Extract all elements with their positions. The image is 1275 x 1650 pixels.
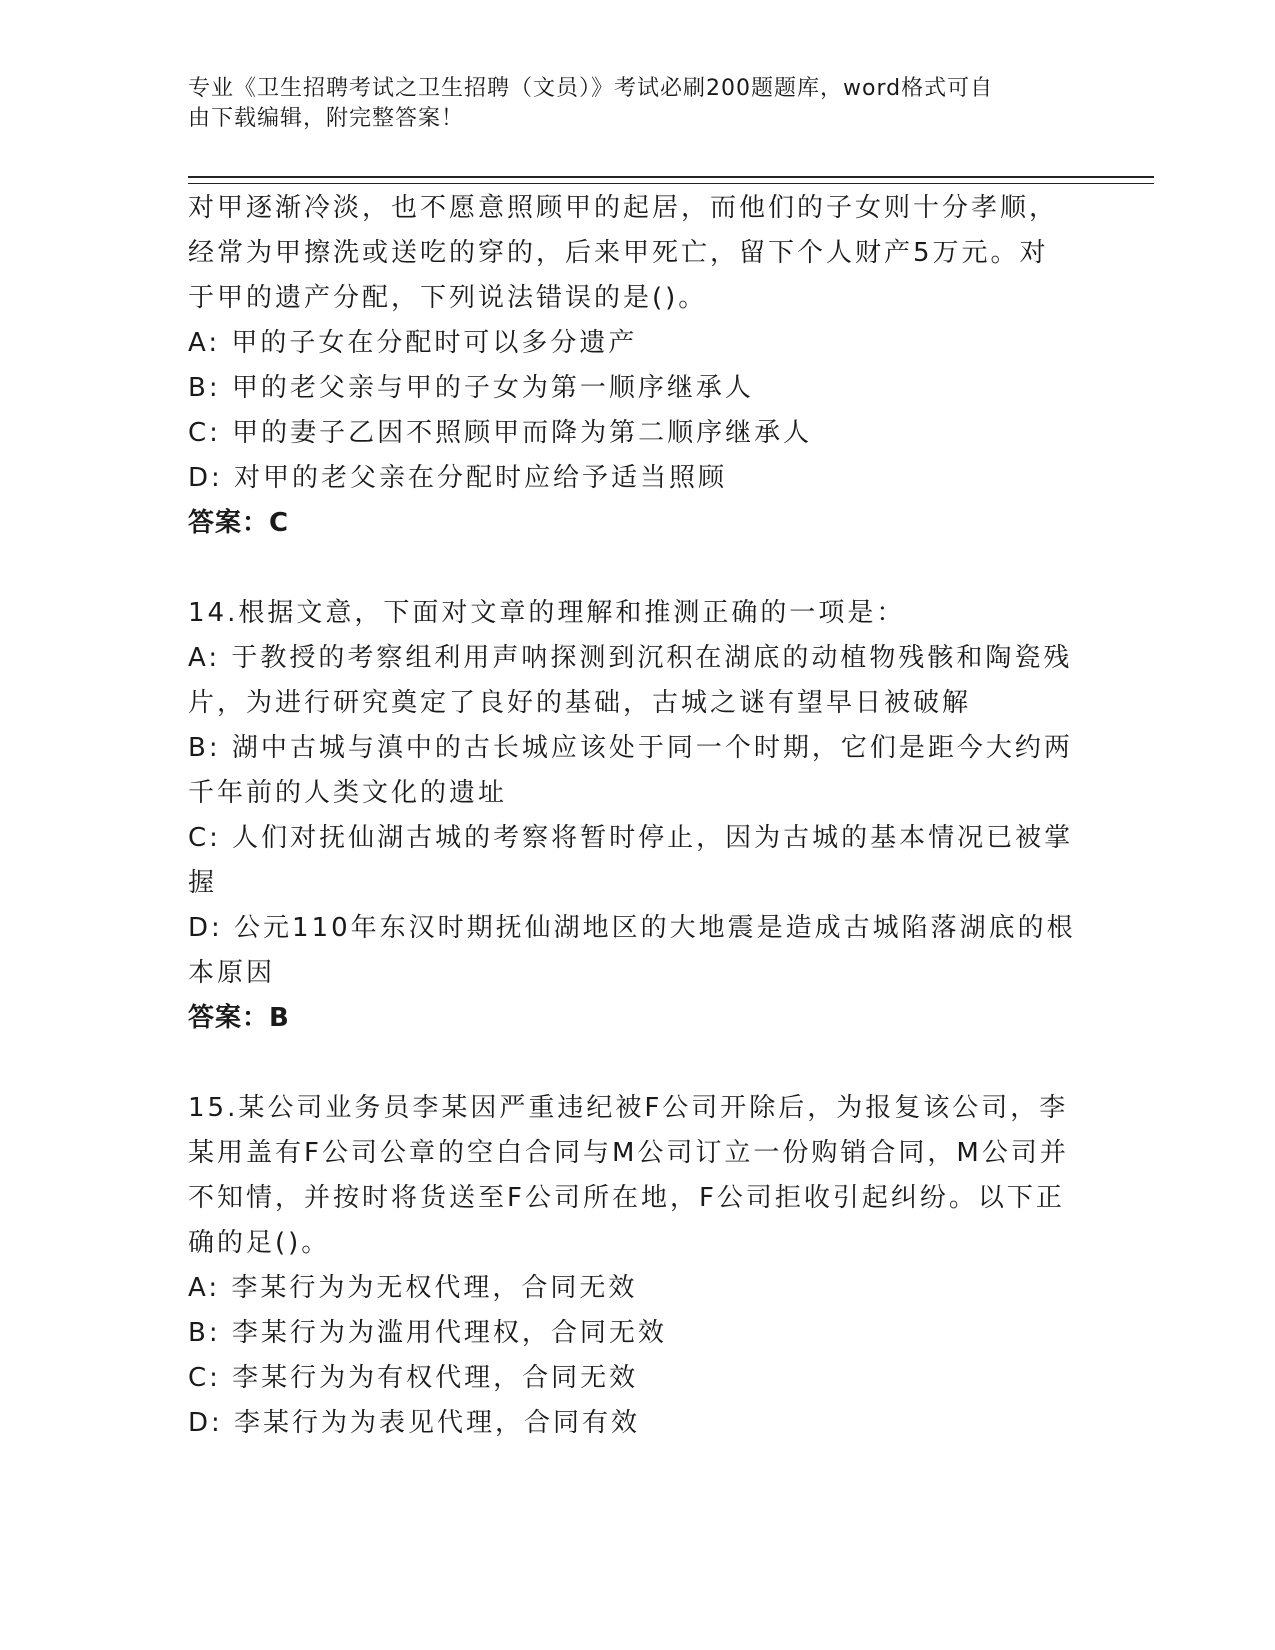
question-stem-line: 14.根据文意，下面对文章的理解和推测正确的一项是： (188, 598, 906, 628)
option-d-line-1: D: 公元110年东汉时期抚仙湖地区的大地震是造成古城陷落湖底的根 (188, 913, 1076, 943)
option-a: A: 甲的子女在分配时可以多分遗产 (188, 328, 638, 358)
page-header (188, 74, 1068, 134)
spacer (188, 546, 1088, 591)
question-stem-line: 对甲逐渐冷淡，也不愿意照顾甲的起居，而他们的子女则十分孝顺， (188, 193, 1059, 223)
option-d: D: 对甲的老父亲在分配时应给予适当照顾 (188, 463, 728, 493)
option-b-line-1: B: 湖中古城与滇中的古长城应该处于同一个时期，它们是距今大约两 (188, 733, 1073, 763)
option-b: B: 李某行为为滥用代理权，合同无效 (188, 1318, 667, 1348)
question-stem-line: 15.某公司业务员李某因严重违纪被F公司开除后，为报复该公司，李 (188, 1093, 1069, 1123)
question-list (188, 186, 1088, 1446)
spacer (188, 1041, 1088, 1086)
answer-label: 答案：C (188, 508, 290, 538)
answer-label: 答案：B (188, 1003, 290, 1033)
question-15 (188, 1086, 1088, 1446)
header-title-line-2: 由下载编辑，附完整答案！ (188, 106, 465, 131)
option-b-line-2: 千年前的人类文化的遗址 (188, 778, 508, 808)
header-divider (188, 176, 1154, 184)
question-stem-line: 经常为甲擦洗或送吃的穿的，后来甲死亡，留下个人财产5万元。对 (188, 238, 1049, 268)
option-c: C: 甲的妻子乙因不照顾甲而降为第二顺序继承人 (188, 418, 813, 448)
question-stem-line: 某用盖有F公司公章的空白合同与M公司订立一份购销合同，M公司并 (188, 1138, 1069, 1168)
question-13 (188, 186, 1088, 546)
option-c-line-2: 握 (188, 868, 218, 898)
question-stem-line: 不知情，并按时将货送至F公司所在地，F公司拒收引起纠纷。以下正 (188, 1183, 1065, 1213)
option-c-line-1: C: 人们对抚仙湖古城的考察将暂时停止，因为古城的基本情况已被掌 (188, 823, 1074, 853)
option-a-line-1: A: 于教授的考察组利用声呐探测到沉积在湖底的动植物残骸和陶瓷残 (188, 643, 1073, 673)
option-d-line-2: 本原因 (188, 958, 276, 988)
option-a: A: 李某行为为无权代理，合同无效 (188, 1273, 638, 1303)
header-title-line-1: 专业《卫生招聘考试之卫生招聘（文员）》考试必刷200题题库，word格式可自 (188, 76, 994, 101)
question-stem-line: 于甲的遗产分配，下列说法错误的是()。 (188, 283, 708, 313)
question-14 (188, 591, 1088, 1041)
option-b: B: 甲的老父亲与甲的子女为第一顺序继承人 (188, 373, 754, 403)
question-stem-line: 确的足()。 (188, 1228, 331, 1258)
option-a-line-2: 片，为进行研究奠定了良好的基础，古城之谜有望早日被破解 (188, 688, 972, 718)
option-d: D: 李某行为为表见代理，合同有效 (188, 1408, 641, 1438)
option-c: C: 李某行为为有权代理，合同无效 (188, 1363, 639, 1393)
